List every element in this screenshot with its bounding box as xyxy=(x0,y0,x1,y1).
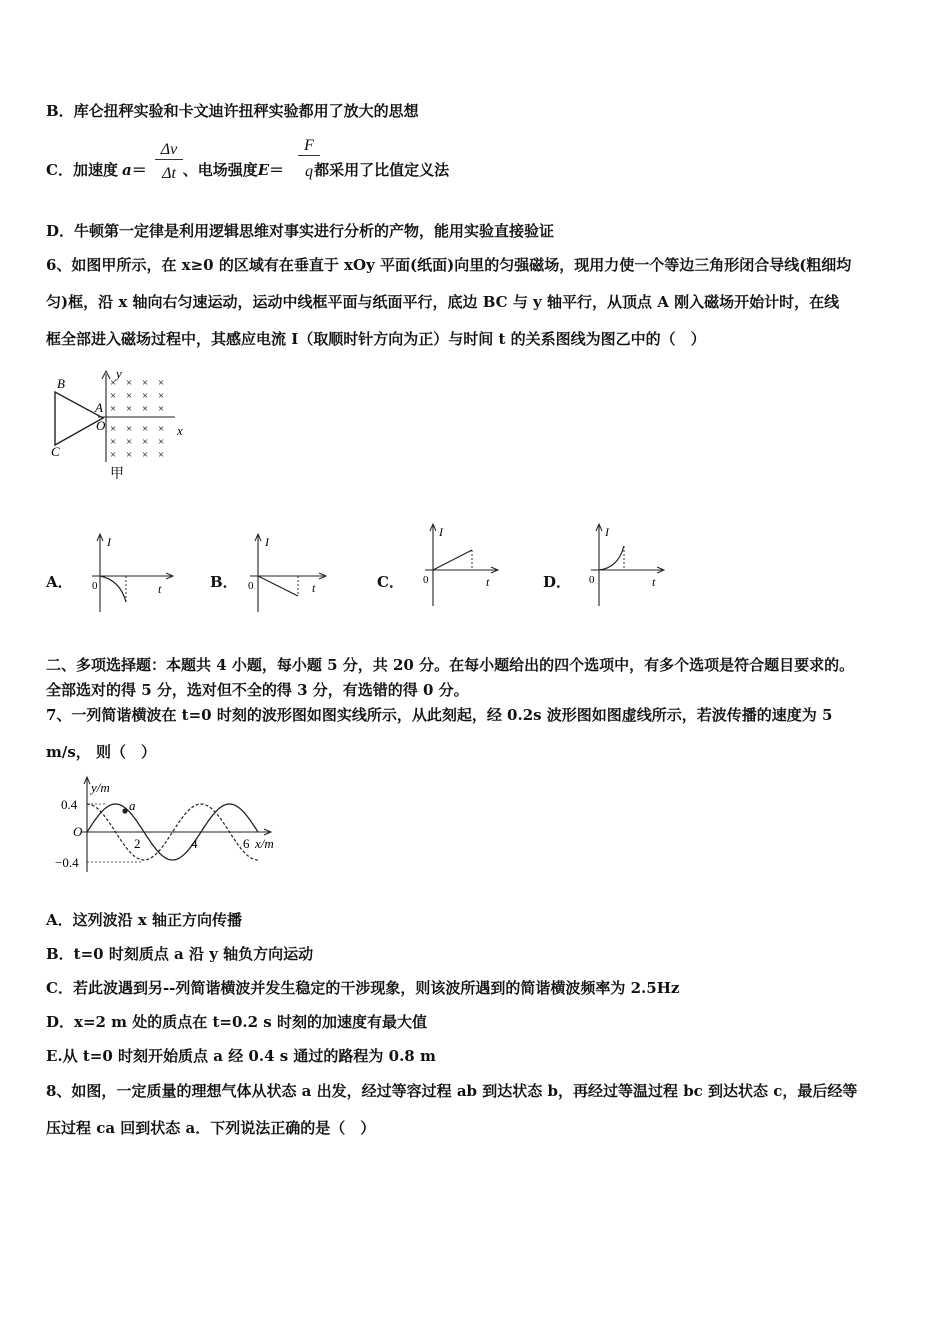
field-cross: × xyxy=(142,436,149,448)
field-cross: × xyxy=(158,436,165,448)
field-cross: × xyxy=(126,423,133,435)
label-c: C xyxy=(51,444,60,459)
label-b: B xyxy=(57,376,65,391)
origin-o: O xyxy=(73,824,83,839)
field-cross: × xyxy=(142,390,149,402)
fraction-dt-denominator: Δt xyxy=(162,165,176,182)
label-point-a: a xyxy=(129,798,136,813)
tick-6: 6 xyxy=(243,836,250,851)
current-line xyxy=(258,576,298,596)
axis-t: t xyxy=(652,575,656,589)
label-o: O xyxy=(96,418,106,433)
q6-graph-c xyxy=(412,520,512,610)
q6-graph-d xyxy=(578,520,678,610)
axis-i: I xyxy=(265,535,269,549)
q5-option-b: B．库仑扭秤实验和卡文迪许扭秤实验都用了放大的思想 xyxy=(46,102,419,120)
axis-t: t xyxy=(312,581,316,595)
q6-option-b-label: B． xyxy=(210,573,238,591)
q5-c-var-a: a xyxy=(121,161,132,179)
figure-jia xyxy=(40,362,200,492)
field-cross: × xyxy=(158,403,165,415)
q7-option-a: A．这列波沿 x 轴正方向传播 xyxy=(46,911,243,929)
q5-c-var-e: E xyxy=(257,161,270,179)
q7-stem-line1: 7、一列简谐横波在 t=0 时刻的波形图如图实线所示，从此刻起，经 0.2s 波形图如图虚线所示，若波传播的速度为 5 xyxy=(46,706,833,724)
q7-option-c: C．若此波遇到另--列简谐横波并发生稳定的干涉现象，则该波所遇到的简谐横波频率为 2.5Hz xyxy=(46,979,680,997)
q7-wave-graph xyxy=(45,772,295,882)
field-cross: × xyxy=(110,377,117,389)
origin-zero: 0 xyxy=(423,574,429,586)
field-cross: × xyxy=(158,390,165,402)
field-cross: × xyxy=(158,449,165,461)
q6-option-d-label: D． xyxy=(543,573,572,591)
field-cross: × xyxy=(110,423,117,435)
field-cross: × xyxy=(142,403,149,415)
q6-stem-line3: 框全部进入磁场过程中，其感应电流 I（取顺时针方向为正）与时间 t 的关系图线为图乙中的（ ） xyxy=(46,330,706,348)
origin-zero: 0 xyxy=(248,580,254,592)
fraction-q-denominator: q xyxy=(305,163,313,180)
axis-t: t xyxy=(158,582,162,596)
q5-c-eq: ＝ xyxy=(131,161,147,179)
q7-option-d: D．x=2 m 处的质点在 t=0.2 s 时刻的加速度有最大值 xyxy=(46,1013,427,1031)
q6-option-a-label: A． xyxy=(46,573,73,591)
tick-0.4: 0.4 xyxy=(61,797,78,812)
x-axis-label: x/m xyxy=(255,836,274,851)
field-cross: × xyxy=(110,390,117,402)
point-a xyxy=(122,808,127,813)
origin-zero: 0 xyxy=(589,574,595,586)
tick-2: 2 xyxy=(134,836,141,851)
tick-neg-0.4: −0.4 xyxy=(55,855,79,870)
magnetic-field-crosses xyxy=(110,377,164,461)
field-cross: × xyxy=(126,449,133,461)
y-axis-label: y/m xyxy=(91,780,110,795)
current-line xyxy=(433,550,472,570)
tick-4: 4 xyxy=(191,836,198,851)
axis-t: t xyxy=(486,575,490,589)
field-cross: × xyxy=(142,423,149,435)
axis-i: I xyxy=(605,525,609,539)
current-curve xyxy=(100,576,126,602)
q5-option-d: D．牛顿第一定律是利用逻辑思维对事实进行分析的产物，能用实验直接验证 xyxy=(46,222,555,240)
field-cross: × xyxy=(142,377,149,389)
field-cross: × xyxy=(142,449,149,461)
label-a: A xyxy=(95,400,103,415)
field-cross: × xyxy=(158,423,165,435)
q8-stem-line1: 8、如图，一定质量的理想气体从状态 a 出发，经过等容过程 ab 到达状态 b，再经过等温过程 bc 到达状态 c，最后经等 xyxy=(46,1082,858,1100)
q5-c-suffix: 都采用了比值定义法 xyxy=(314,161,450,179)
q6-graph-b xyxy=(240,530,340,615)
field-cross: × xyxy=(126,436,133,448)
field-cross: × xyxy=(110,403,117,415)
axis-i: I xyxy=(439,525,443,539)
current-curve xyxy=(599,546,624,570)
q5-c-prefix: C．加速度 xyxy=(46,161,118,179)
q5-c-eq2: ＝ xyxy=(269,161,285,179)
figure-caption: 甲 xyxy=(110,467,124,482)
q7-option-b: B．t=0 时刻质点 a 沿 y 轴负方向运动 xyxy=(46,945,314,963)
fraction-f-numerator: F xyxy=(298,137,320,156)
fraction-dv-numerator: Δv xyxy=(155,141,183,160)
q5-c-mid: 、电场强度 xyxy=(182,161,258,179)
axis-i: I xyxy=(107,535,111,549)
label-x: x xyxy=(177,423,183,438)
label-y: y xyxy=(116,366,122,381)
field-cross: × xyxy=(126,377,133,389)
q8-stem-line2: 压过程 ca 回到状态 a．下列说法正确的是（ ） xyxy=(46,1119,376,1137)
field-cross: × xyxy=(110,449,117,461)
section2-heading-line2: 全部选对的得 5 分，选对但不全的得 3 分，有选错的得 0 分。 xyxy=(46,681,469,699)
q6-option-c-label: C． xyxy=(377,573,404,591)
field-cross: × xyxy=(126,403,133,415)
field-cross: × xyxy=(126,390,133,402)
q7-option-e: E.从 t=0 时刻开始质点 a 经 0.4 s 通过的路程为 0.8 m xyxy=(46,1047,436,1065)
q6-stem-line2: 匀)框，沿 x 轴向右匀速运动，运动中线框平面与纸面平行，底边 BC 与 y 轴平行，从顶点 A 刚入磁场开始计时，在线 xyxy=(46,293,840,311)
q6-stem-line1: 6、如图甲所示，在 x≥0 的区域有在垂直于 xOy 平面(纸面)向里的匀强磁场，现用力使一个等边三角形闭合导线(粗细均 xyxy=(46,256,852,274)
field-cross: × xyxy=(110,436,117,448)
section2-heading-line1: 二、多项选择题：本题共 4 小题，每小题 5 分，共 20 分。在每小题给出的四个选项中，有多个选项是符合题目要求的。 xyxy=(46,656,855,674)
field-cross: × xyxy=(158,377,165,389)
q5-option-c xyxy=(46,160,449,180)
origin-zero: 0 xyxy=(92,580,98,592)
q6-graph-a xyxy=(80,530,180,615)
q7-stem-line2: m/s， 则（ ） xyxy=(46,743,157,761)
